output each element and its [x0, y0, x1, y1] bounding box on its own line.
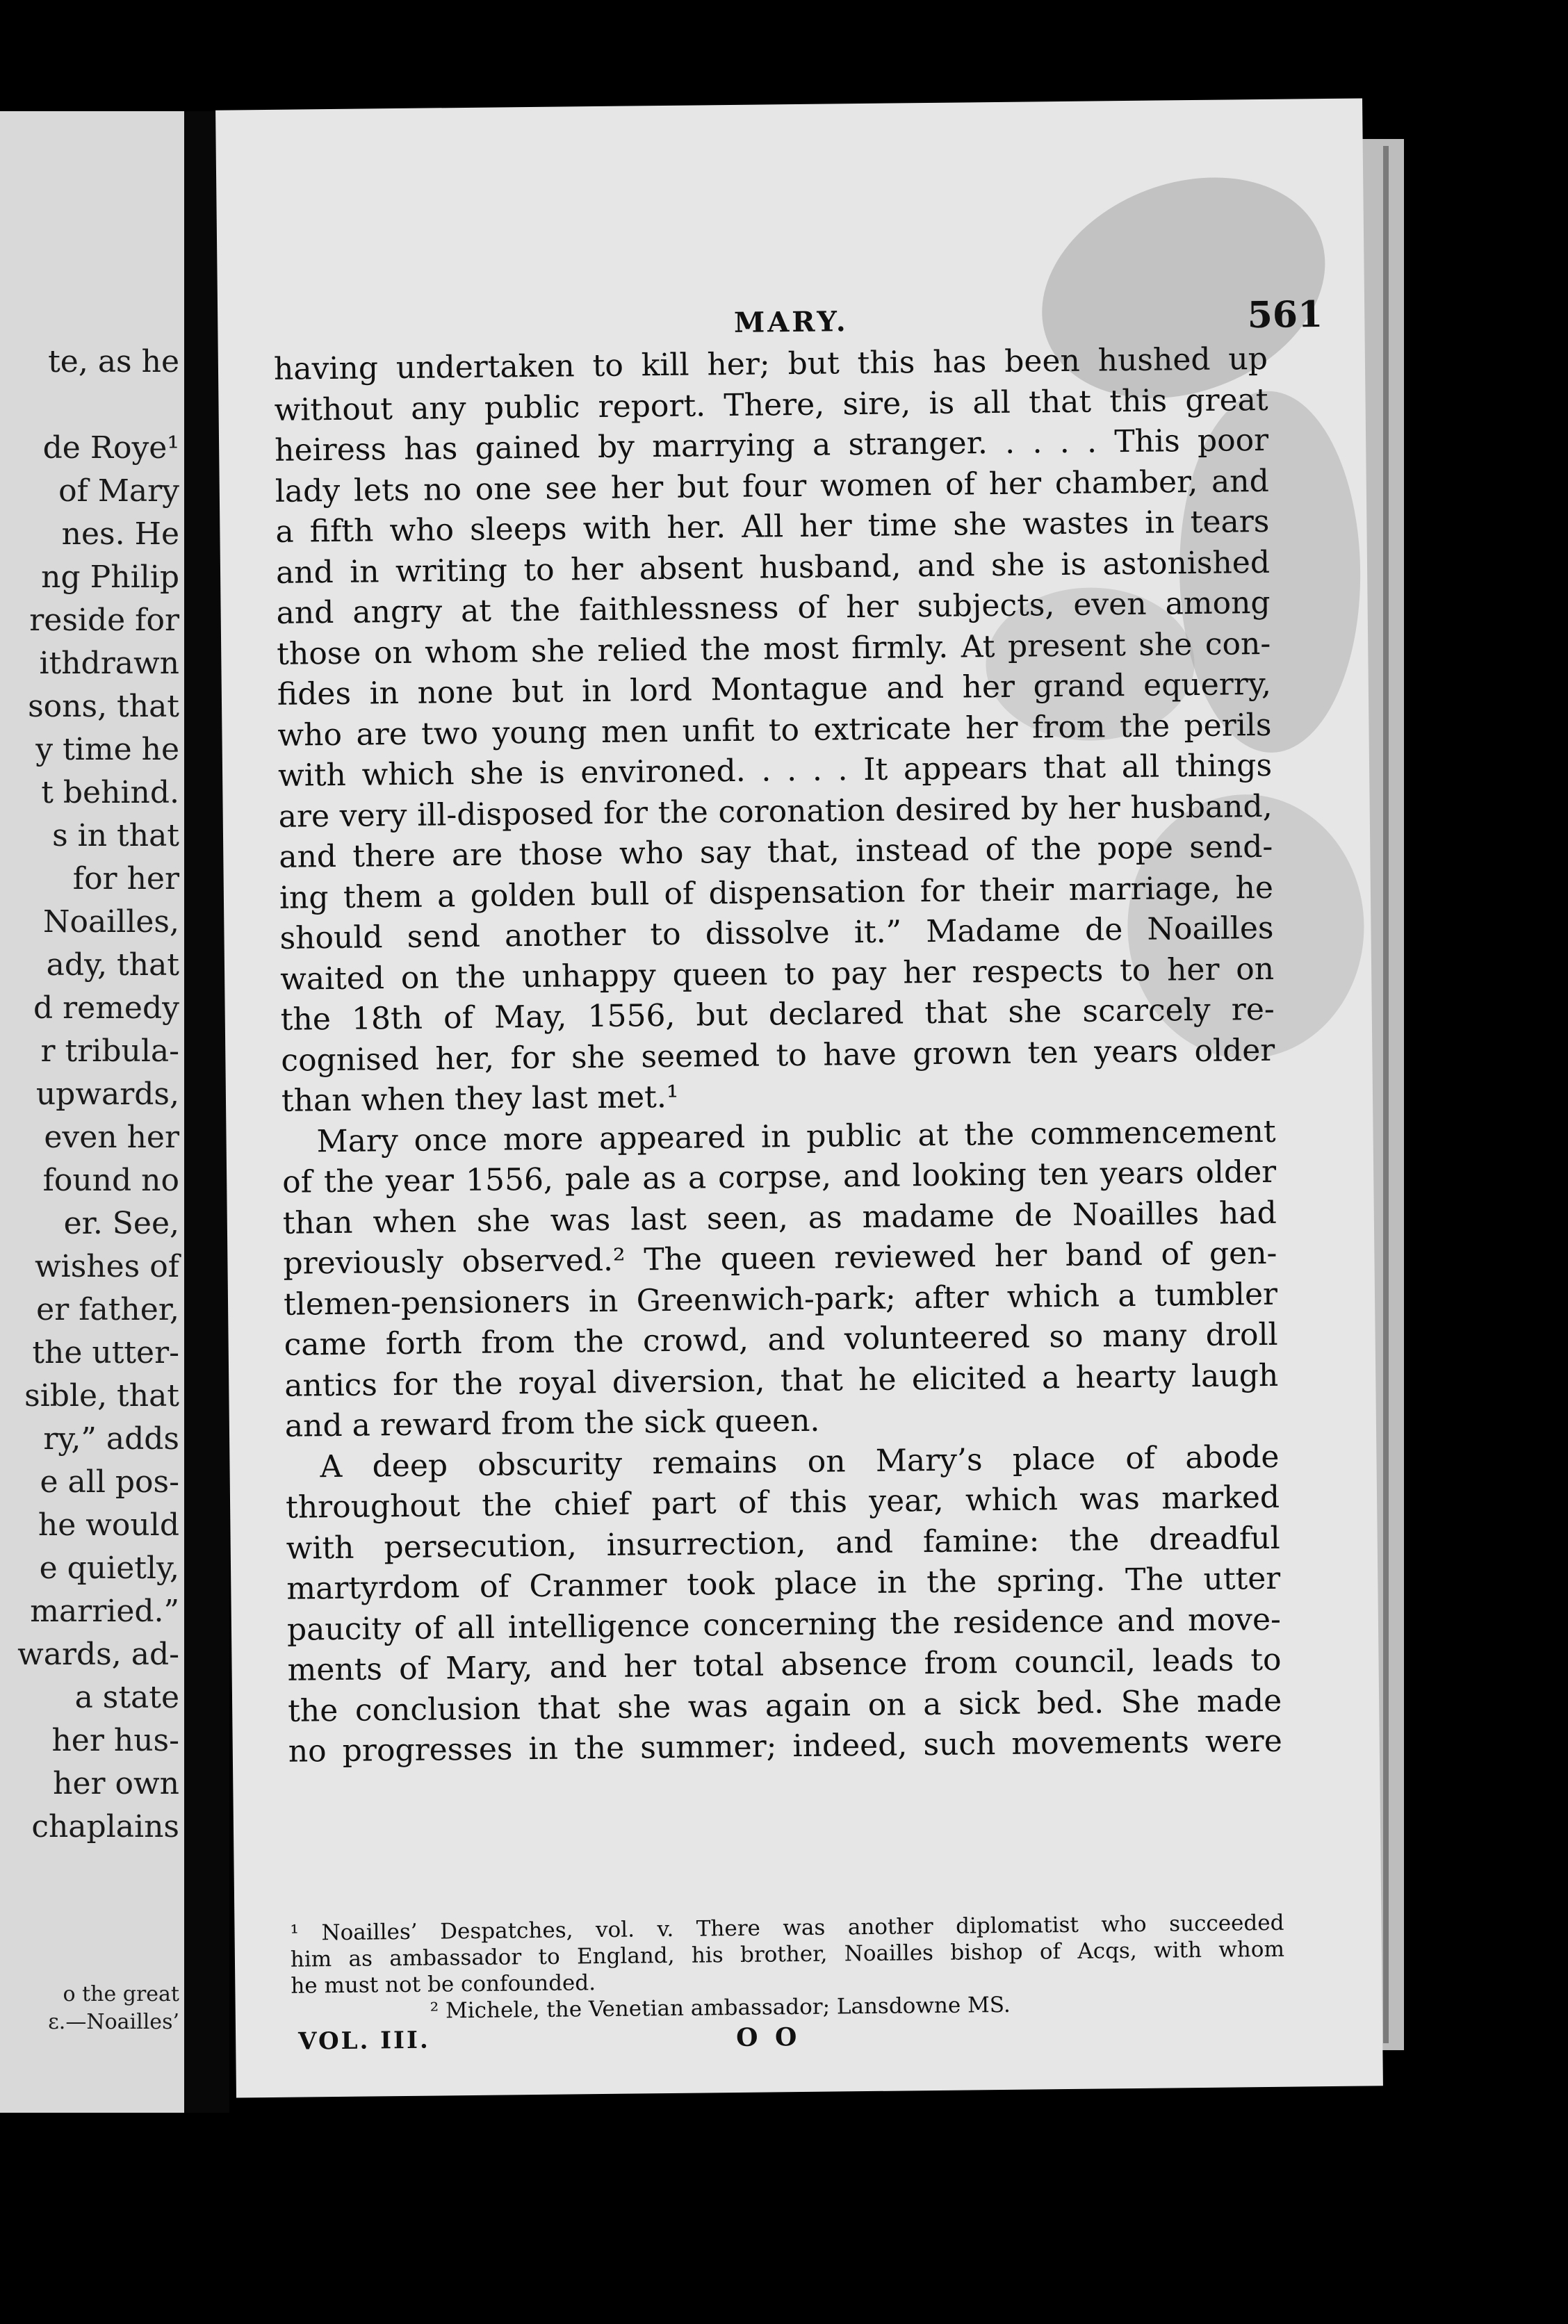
- previous-page-line: upwards,: [35, 1077, 179, 1112]
- previous-page-line: the utter-: [32, 1335, 179, 1370]
- previous-page-line: for her: [72, 861, 179, 897]
- signature-mark: O O: [735, 2022, 801, 2053]
- previous-page-line: e quietly,: [39, 1550, 179, 1586]
- previous-page-line: sible, that: [24, 1378, 179, 1414]
- text-line: ments of Mary, and her total absence from council, leads to: [287, 1642, 1282, 1688]
- previous-page-line: he would: [38, 1507, 179, 1543]
- text-line: throughout the chief part of this year, which was marked: [285, 1479, 1280, 1525]
- text-line: A deep obscurity remains on Mary’s place of abode: [320, 1439, 1280, 1484]
- text-line: martyrdom of Cranmer took place in the spring. The utter: [286, 1560, 1281, 1607]
- previous-page-line: married.”: [30, 1594, 179, 1629]
- previous-page-line: er father,: [36, 1292, 179, 1327]
- previous-page-line: even her: [44, 1120, 179, 1155]
- footnote-line: he must not be confounded.: [291, 1970, 596, 1999]
- previous-page-line: her hus-: [51, 1723, 179, 1758]
- previous-page-line: sons, that: [28, 689, 179, 724]
- previous-page-line: de Roye¹: [42, 430, 179, 466]
- text-line: the 18th of May, 1556, but declared that she scarcely re-: [280, 991, 1275, 1038]
- text-line: should send another to dissolve it.” Madame de Noailles: [279, 910, 1274, 956]
- previous-page-line: ng Philip: [41, 559, 179, 595]
- previous-page-footnote-line: o the great: [63, 1982, 179, 2006]
- text-line: of the year 1556, pale as a corpse, and looking ten years older: [281, 1154, 1277, 1200]
- previous-page-line: e all pos-: [40, 1464, 179, 1500]
- previous-page-text: [0, 341, 179, 1849]
- page: [215, 98, 1383, 2097]
- previous-page-line: wishes of: [34, 1249, 179, 1284]
- page-block-edge-shadow: [1383, 146, 1389, 2043]
- previous-page-footnote-line: ε.—Noailles’: [48, 2010, 179, 2034]
- previous-page-line: er. See,: [63, 1206, 179, 1241]
- text-line: and in writing to her absent husband, and she is astonished: [275, 544, 1271, 591]
- previous-page-line: ithdrawn: [39, 646, 179, 681]
- previous-page-line: t behind.: [41, 775, 179, 810]
- previous-page-fragment: [0, 111, 188, 2113]
- text-line: a fifth who sleeps with her. All her time she wastes in tears: [275, 503, 1270, 550]
- text-line: previously observed.² The queen reviewed her band of gen-: [283, 1235, 1277, 1282]
- previous-page-line: Noailles,: [42, 904, 179, 940]
- previous-page-line: a state: [74, 1680, 179, 1715]
- text-line: than when she was last seen, as madame de Noailles had: [282, 1195, 1277, 1241]
- previous-page-line: wards, ad-: [17, 1637, 179, 1672]
- text-line: the conclusion that she was again on a sick bed. She made: [287, 1683, 1282, 1729]
- text-line: those on whom she relied the most firmly. At present she con-: [276, 625, 1271, 672]
- text-line: lady lets no one see her but four women of her chamber, and: [275, 463, 1270, 509]
- previous-page-line: ry,” adds: [43, 1421, 179, 1457]
- text-line: and a reward from the sick queen.: [284, 1402, 820, 1444]
- footnote-line: him as ambassador to England, his brother, Noailles bishop of Acqs, with whom: [290, 1936, 1285, 1972]
- previous-page-line: found no: [42, 1163, 179, 1198]
- text-line: are very ill-disposed for the coronation desired by her husband,: [278, 788, 1273, 835]
- text-line: fides in none but in lord Montague and her grand equerry,: [277, 666, 1272, 712]
- text-line: antics for the royal diversion, that he elicited a hearty laugh: [284, 1357, 1279, 1404]
- text-line: cognised her, for she seemed to have grown ten years older: [281, 1032, 1275, 1079]
- footnote-line: ² Michele, the Venetian ambassador; Lansdowne MS.: [430, 1992, 1011, 2024]
- running-title: MARY.: [733, 305, 849, 339]
- text-line: and there are those who say that, instead of the pope send-: [279, 828, 1273, 875]
- previous-page-line: [0, 384, 179, 427]
- previous-page-line: nes. He: [61, 516, 179, 552]
- previous-page-footnotes: [0, 1981, 179, 2036]
- previous-page-line: d remedy: [33, 990, 179, 1026]
- text-line: with persecution, insurrection, and famine: the dreadful: [286, 1520, 1280, 1566]
- volume-signature: VOL. III.: [297, 2026, 430, 2056]
- previous-page-line: ady, that: [46, 947, 179, 983]
- text-line: came forth from the crowd, and volunteered so many droll: [284, 1316, 1278, 1363]
- text-line: no progresses in the summer; indeed, such movements were: [288, 1723, 1282, 1769]
- previous-page-line: te, as he: [48, 344, 179, 379]
- page-number: 561: [1247, 293, 1323, 337]
- text-line: than when they last met.¹: [281, 1079, 679, 1119]
- text-line: paucity of all intelligence concerning the residence and move-: [286, 1601, 1282, 1648]
- previous-page-line: chaplains: [31, 1809, 179, 1844]
- text-line: and angry at the faithlessness of her subjects, even among: [276, 584, 1271, 631]
- footnotes: [290, 1910, 1285, 2026]
- previous-page-line: her own: [53, 1766, 179, 1801]
- text-line: ing them a golden bull of dispensation for their marriage, he: [279, 869, 1274, 916]
- footnote-line: ¹ Noailles’ Despatches, vol. v. There was another diplomatist who succeeded: [290, 1910, 1284, 1946]
- text-line: who are two young men unfit to extricate her from the perils: [277, 707, 1272, 753]
- previous-page-line: y time he: [35, 732, 179, 767]
- previous-page-line: reside for: [29, 603, 179, 638]
- text-line: without any public report. There, sire, is all that this great: [274, 382, 1268, 428]
- text-line: having undertaken to kill her; but this has been hushed up: [273, 341, 1268, 387]
- text-line: tlemen-pensioners in Greenwich-park; after which a tumbler: [283, 1276, 1278, 1323]
- body-text: [274, 339, 1282, 1772]
- previous-page-line: r tribula-: [40, 1033, 179, 1069]
- text-line: waited on the unhappy queen to pay her respects to her on: [279, 951, 1275, 997]
- previous-page-line: of Mary: [58, 473, 179, 509]
- previous-page-line: s in that: [52, 818, 179, 853]
- text-line: heiress has gained by marrying a stranger. . . . . This poor: [274, 422, 1269, 468]
- text-line: with which she is environed. . . . . It appears that all things: [277, 747, 1273, 794]
- text-line: Mary once more appeared in public at the commencement: [316, 1113, 1276, 1159]
